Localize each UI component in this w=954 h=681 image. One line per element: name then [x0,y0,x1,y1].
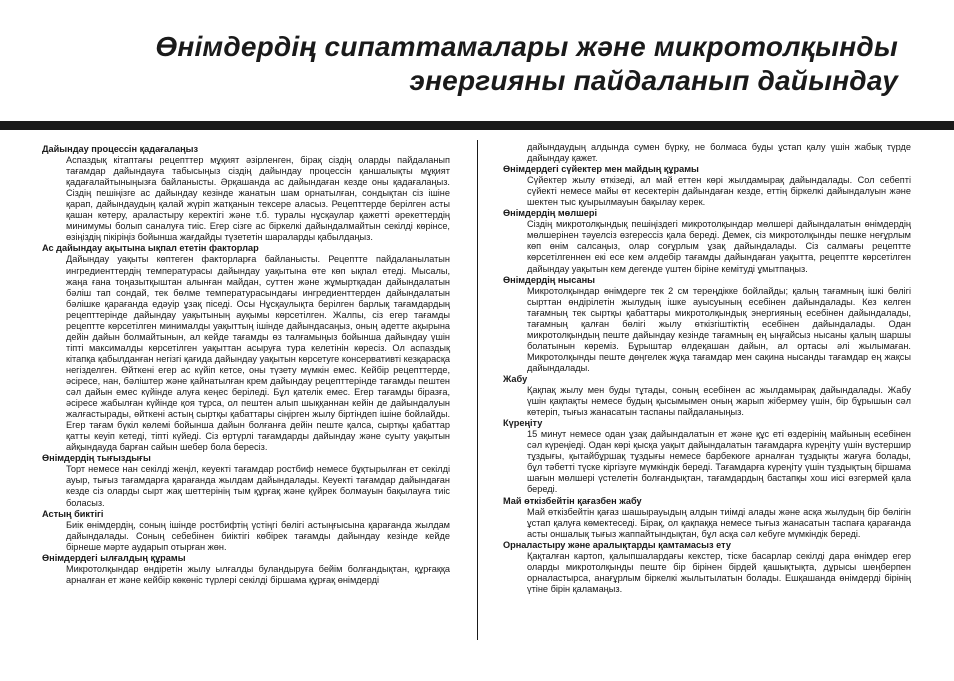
section-text: Торт немесе нан секілді жеңіл, кеуекті тағамдар ростбиф немесе бұқтырылған ет секілді ауыр, тығыз тағамдарға қарағанда жылдам дайындалады. Кеуекті тағамдар дайындаған кезде сіз оларды сырт жақ шеттерінің тым құрғақ және қүйрек болмауын бақылауға тиіс боласыз. [66,464,450,508]
section-heading: Астың биктігі [42,508,104,519]
section-food-height [42,509,450,553]
title-line-2: энергияны пайдаланып дайындау [409,65,898,96]
section-text: Дайындау уақыты көптеген факторларға байланысты. Рецептте пайдаланылатын ингредиенттердің температурасы дайындау уақытына өте көп ықпал етеді. Мысалы, жаңа ғана тоңазытқыштан алынған майдан, суттен және жұмыртқадан дайындалатын бәліш тап сондай, тек бөлме температурасындағы ингредиенттерден дайындалатын бәлішке қарағанда едәуір ұзақ піседі. Осы Нұсқаулықта берілген барлық тағамдардың рецепттерінде дайындау уақытының ауқымы көрсетілген. Жалпы, сіз егер тағамды рецептте көрсетілген минималды уақыттың ішінде дайындасаңыз, оның әдетте ақырына дейін дайын болмайтынын, ал кейде тағамды өз талғамыңыз бойынша дайындау үшін тіпті максималды көрсетілген уақыттан асыруға тура келетінін көресіз. Ол аспаздық кітапқа қабылданған негізгі қағида дайындау уақытын көрсетуге консервативті кезқарасқа негізделген. Өйткені егер ас күйіп кетсе, оны түзету мүмкін емес. Кейбір рецепттерде, әсіресе, нан, бәліштер және қайнатылған крем дайындау рецепттерінде тағамды пештен сәл дайын емес күйінде алуға кеңес беріледі. Бұл қателік емес. Егер тағамды біразға, әсіресе жабылған күйінде қоя тұрса, ол пештен алып шыққаннан кейін де дайындалуын жалғастырады, өйткені астың сыртқы қабаттары сіңірген жылу біртіндеп ішіне бойлайды. Егер тағам бүкіл көлемі бойынша дайын болғанға дейін пеште қалса, сыртқы қабаттар қатты кеуіп кетеді, тіпті күйеді. Сіз өртүрлі тағамдарды дайындау және суыту уақытын айқындауда барған сайын шебер бола бересіз. [66,254,450,453]
section-food-density [42,453,450,508]
section-arrangement-spacing [503,540,911,595]
section-text: Сіздің микротолқындық пешіңіздегі микротолқындар мөлшері дайындалатын өнімдердің мөлшерінен тәуелсіз өзгерессіз қала береді. Демек, сіз микротолқынды пешке неғұрлым көп өнім салсаңыз, олар соғұрлым ұзақ дайындалады. Сіз салмағы рецептте көрсетілгеннен екі есе кем әлдебір тағамды дайындаған уақытта, рецептте көрсетілген дайындау уақытын кем дегенде үштен біріне кемітуді ұмытпаңыз. [527,219,911,274]
section-heading: Дайындау процессін қадағалаңыз [42,144,199,154]
section-bones-fat [503,164,911,208]
section-greaseproof-paper [503,496,911,540]
section-text: 15 минут немесе одан ұзақ дайындалатын ет және құс еті өздерінің майының есебінен сәл күреңіеді. Одан көрі қысқа уақыт дайындалатын тағамдарға күреңіту үшін вустершир тұздығы, қытайбұршақ тұздығы немесе барбекюге арналған тұздықты жағуға болады, бұл тәбетті түске кіргізуге мүмкіндік береді. Тағамдарға күреңіту үшін тұздықтың біршама шағын мөлшері үстелетін болғандықтан, тағамдардың бастапқы хош иісі өзгермей қала береді. [527,429,911,495]
section-cooking-control [42,144,450,243]
section-cooking-time-factors [42,243,450,453]
header-rule [0,121,954,130]
section-heading: Май өткізбейтін қағазбен жабу [503,495,642,506]
section-heading: Ас дайындау ақытына ықпал ететін факторлар [42,243,259,254]
title-line-1: Өнімдердің сипаттамалары және микротолқынды [155,31,898,62]
section-moisture-content [42,553,450,586]
section-text: Микротолқындар өндіретін жылу ылғалды буландыруға бейім болғандықтан, құрғаққа арналған ет және кейбір көкөніс түрлері секілді біршама құрғақ өнімдерді [66,563,450,585]
section-heading: Өнімдердегі сүйектер мен майдың құрамы [503,164,699,175]
section-heading: Жабу [503,373,528,384]
column-divider [477,140,478,640]
section-heading: Өнімдердің тығыздығы [42,453,151,464]
section-text: дайындаудың алдында сумен бүрку, не болмаса буды ұстап қалу үшін жабық түрде дайындау қажет. [527,142,911,164]
section-heading: Өнімдердің мөлшері [503,208,598,219]
section-text: Биік өнімдердің, соның ішінде ростбифтің үстіңгі бөлігі астыңғысына қарағанда жылдам дайындалады. Соның себебінен биіктігі көбірек тағамды дайындау кезінде кейде бірнеше мәрте аударып отырған жөн. [66,519,450,552]
section-moisture-continued [503,142,911,164]
section-heading: Өнімдердегі ылғалдың құрамы [42,552,186,563]
section-text: Май өткізбейтін қағаз шашырауыдың алдын тиімді алады және асқа жылудың бір бөлігін ұстап қалуға көмектеседі. Бірақ, ол қақпаққа немесе тығыз жанасатын таспаға қарағанда асты оншалық тығыз жаппайтындықтан, бұл асқа сәл кебуге мүмкіндік береді. [527,506,911,539]
section-text: Микротолқындар өнімдерге тек 2 см тереңдікке бойлайды; қалың тағамның ішкі бөлігі сырттан өндірілетін жылудың ішке ауысуының есебінен дайындалады. Кез келген тағамның тек сыртқы қабаттары микротолқындық энергияның есебінен дайындалады, тағамның қалған бөлігі жылу өткізгіштіктің есебінен дайындалады. Одан микротолқындың пеште дайындау кезінде тағамның ең ыңғайсыз нысаны қалың шаршы болатынын көреміз. Бұрыштар өлдеқашан дайын, ал ортасы әлі жылымаған. Микротолқынды пеште дөңгелек жұқа тағамдар мен сақина нысанды тағамдар ең жақсы дайындалады. [527,285,911,373]
section-heading: Орналастыру және аралықтарды қамтамасыз ету [503,539,731,550]
section-food-quantity [503,208,911,274]
section-text: Қақталған картоп, қалыпшалардағы кекстер, тіске басарлар секілді дара өнімдер егер оларды микротолқынды пеште бір бірінен бірдей қашықтықта, дұрысы шеңберпен орналастырса, анағұрлым біркелкі жылытылатын болады. Ешқашанда өнімдерді бірінің үтіне бірін қаламаңыз. [527,550,911,594]
section-covering [503,374,911,418]
left-column [42,144,450,586]
section-heading: Күреңіту [503,418,543,429]
section-text: Аспаздық кітаптағы рецепттер мұқият әзірленген, бірақ сіздің оларды пайдаланып тағамдар дайындауға табысыңыз сіздің дайындау процессін қаншалықты мұқият қадағалайтыныңызға байланысты. Әрқашанда ас дайындаған кезде оны қадағалаңыз. Сіздің пешіңізге ас дайындау кезінде жанатын шам орнатылған, сондықтан сіз ішіне қарап, дайындаудың қалай жүріп жатқанын тексере аласыз. Рецепттерде берілген асты қашан көтеру, араластыру керектігі және т.б. туралы нұсқаулар қажетті әрекеттердің минимумы болып саналуға тиіс. Егер сізге ас біркелкі дайындалмайтын секілді көрінсе, өзіңіздің пікіріңіз бойынша жағдайды түзететін шараларды қабылдаңыз. [66,155,450,243]
page-title [155,30,898,98]
section-heading: Өнімдердің нысаны [503,274,595,285]
section-text: Сүйектер жылу өткізеді, ал май еттен көрі жылдамырақ дайындалады. Сол себепті сүйекті немесе майы өт кесектерін дайындаған кезде, еттің біркелкі дайындалуын және шектен тыс қуырылмауын бақылау керек. [527,175,911,208]
section-browning [503,418,911,495]
section-food-shape [503,275,911,374]
right-column [503,142,911,595]
section-text: Қақпақ жылу мен буды тұтады, соның есебінен ас жылдамырақ дайындалады. Жабу үшін қақпақты немесе будың қысымымен оның жарып жібермеу үшін, бір бұрышын сәл көтеріп, тығыз жанасатын таспаны пайдаланыңыз. [527,385,911,418]
